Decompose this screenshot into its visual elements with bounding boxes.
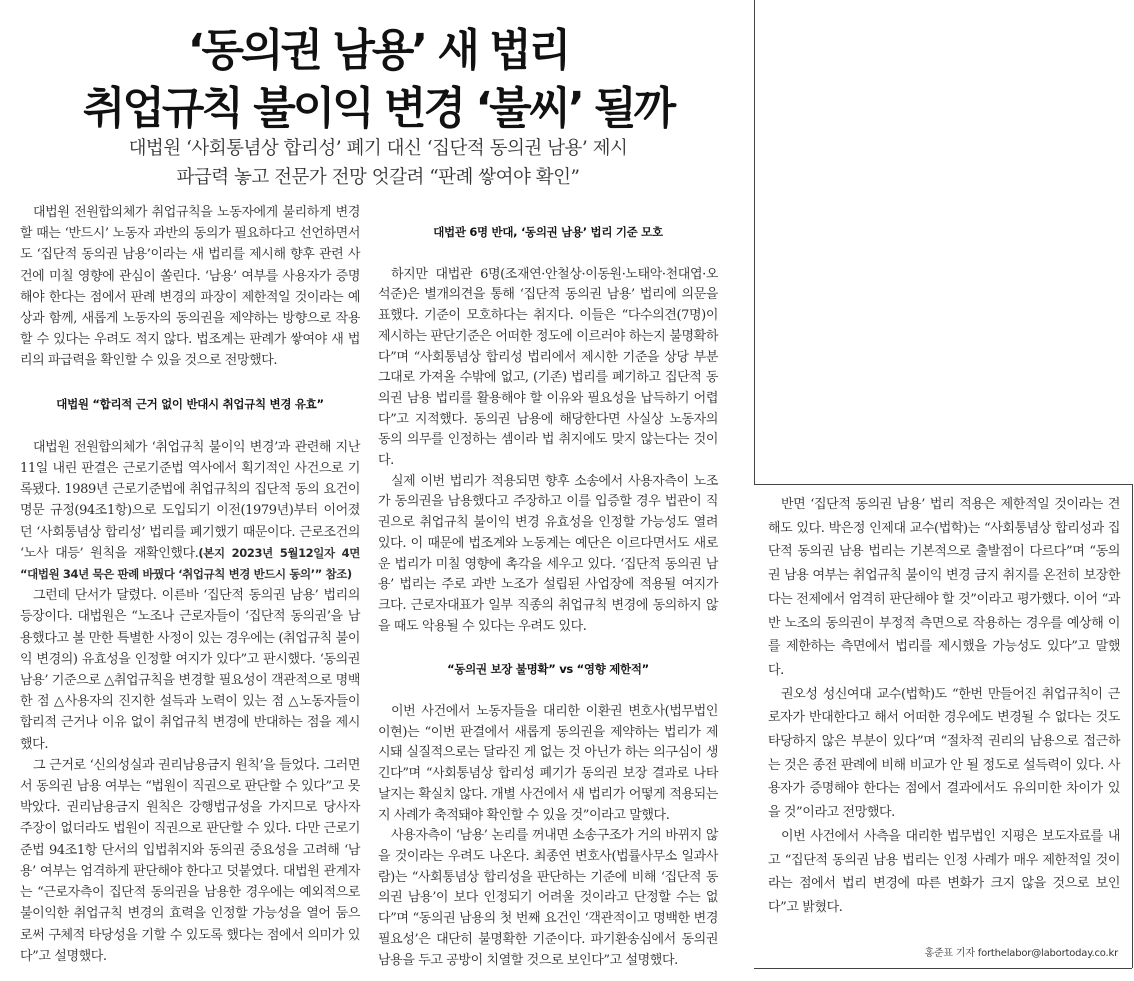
article-column-2 [378, 222, 718, 971]
headline-line-1: ‘동의권 남용’ 새 법리 [187, 25, 569, 76]
section-3-paragraph-3: 반면 ‘집단적 동의권 남용’ 법리 적용은 제한적일 것이라는 견해도 있다. 박은정 인제대 교수(법학)는 “사회통념상 합리성과 집단적 동의권 남용 법리는 기본적으로 출발점이 다르다”며 “동의권 남용 여부는 취업규칙 불이익 변경 금지 취지를 온전히 보장한다는 전제에서 엄격히 판단해야 할 것”이라고 평가했다. 이어 “과반 노조의 동의권이 부정적 측면으로 작용하는 경우를 예상해 이를 제한하는 측면에서 법리를 제시했을 가능성도 있다”고 말했다. [768, 497, 1120, 678]
lead-paragraph: 대법원 전원합의체가 취업규칙을 노동자에게 불리하게 변경할 때는 ‘반드시’ 노동자 과반의 동의가 필요하다고 선언하면서도 ‘집단적 동의권 남용’이라는 새 법리를 제시해 향후 관련 사건에 미칠 영향에 관심이 쏠린다. ‘남용’ 여부를 사용자가 증명해야 한다는 점에서 판례 변경의 파장이 제한적일 것이라는 예상과 함께, 새롭게 노동자의 동의권을 제약하는 방향으로 작용할 수 있다는 우려도 적지 않다. 법조계는 판례가 쌓여야 새 법리의 파급력을 확인할 수 있을 것으로 전망했다. [20, 205, 360, 369]
subheadline-line-1: 대법원 ‘사회통념상 합리성’ 폐기 대신 ‘집단적 동의권 남용’ 제시 [128, 138, 628, 159]
headline-line-2: 취업규칙 불이익 변경 ‘불씨’ 될까 [82, 83, 674, 134]
section-2-paragraph-1: 하지만 대법관 6명(조재연·안철상·이동원·노태악·천대엽·오석준)은 별개의견을 통해 ‘집단적 동의권 남용’ 법리에 의문을 표했다. 기준이 모호하다는 취지다. 이들은 “다수의견(7명)이 제시하는 판단기준은 어떠한 정도에 이르러야 하는지 불명확하다”며 “사회통념상 합리성 법리에서 제시한 기준을 상당 부분 그대로 가져올 수밖에 없고, (기존) 법리를 폐기하고 집단적 동의권 남용 법리를 활용해야 할 이유와 필요성을 납득하기 어렵다”고 지적했다. 동의권 남용에 해당한다면 사실상 노동자의 동의 의무를 인정하는 셈이라 법 취지에도 맞지 않는다는 것이다. [378, 266, 718, 469]
article-column-1 [20, 202, 360, 967]
section-1-paragraph-1: 대법원 전원합의체가 ‘취업규칙 불이익 변경’과 관련해 지난 11일 내린 판결은 근로기준법 역사에서 획기적인 사건으로 기록됐다. 1989년 근로기준법에 취업규칙의 집단적 동의 요건이 명문 규정(94조1항)으로 도입되기 이전(1979년)부터 이어졌던 ‘사회통념상 합리성’ 법리를 폐기했기 때문이다. 근로조건의 ‘노사 대등’ 원칙을 재확인했다.(본지 2023년 5월12일자 4면 “대법원 34년 묵은 판례 바꿨다 ‘취업규칙 변경 반드시 동의’” 참조) [20, 439, 360, 582]
section-2-paragraph-2: 실제 이번 법리가 적용되면 향후 소송에서 사용자측이 노조가 동의권을 남용했다고 주장하고 이를 입증할 경우 법관이 직권으로 취업규칙 불이익 변경 유효성을 인정할 가능성도 열려 있다. 이 때문에 법조계와 노동계는 예단은 이르다면서도 새로운 법리가 미칠 영향에 촉각을 세우고 있다. ‘집단적 동의권 남용’ 법리는 주로 과반 노조가 설립된 사업장에 적용될 여지가 크다. 근로자대표가 일부 직종의 취업규칙 변경에 동의하지 않을 때도 악용될 수 있다는 우려도 있다. [378, 473, 718, 634]
cross-reference: (본지 2023년 5월12일자 4면 “대법원 34년 묵은 판례 바꿨다 ‘취업규칙 변경 반드시 동의’” 참조) [20, 545, 360, 582]
section-1-paragraph-3: 그 근거로 ‘신의성실과 권리남용금지 원칙’을 들었다. 그러면서 동의권 남용 여부는 “법원이 직권으로 판단할 수 있다”고 못 박았다. 권리남용금지 원칙은 강행법규성을 가지므로 당사자 주장이 없더라도 법원이 직권으로 판단할 수 있다. 다만 근로기준법 94조1항 단서의 입법취지와 동의권 중요성을 고려해 ‘남용’ 여부는 엄격하게 판단해야 한다고 덧붙였다. 대법원 관계자는 “근로자측이 집단적 동의권을 남용한 경우에는 예외적으로 불이익한 취업규칙 변경의 효력을 인정할 가능성을 열어 둠으로써 구체적 타당성을 기할 수 있도록 했다는 점에서 의미가 있다”고 설명했다. [20, 757, 360, 964]
subheadline-line-2: 파급력 놓고 전문가 전망 엇갈려 “판례 쌓여야 확인” [176, 167, 580, 188]
section-3-title: “동의권 보장 불명확” vs “영향 제한적” [447, 662, 649, 677]
article-column-3 [768, 493, 1120, 920]
section-2-title: 대법관 6명 반대, ‘동의권 남용’ 법리 기준 모호 [433, 225, 663, 239]
section-1-title: 대법원 “합리적 근거 없이 반대시 취업규칙 변경 유효” [56, 396, 324, 411]
section-3-paragraph-2: 사용자측이 ‘남용’ 논리를 꺼내면 소송구조가 거의 바뀌지 않을 것이라는 우려도 나온다. 최종연 변호사(법률사무소 일과사람)는 “사회통념상 합리성을 판단하는 기준에 비해 ‘집단적 동의권 남용’이 보다 인정되기 어려울 것이라고 단정할 수는 없다”며 “동의권 남용의 첫 번째 요건인 ‘객관적이고 명백한 변경 필요성’은 대단히 불명확한 기준이다. 파기환송심에서 동의권 남용을 두고 공방이 치열할 것으로 보인다”고 설명했다. [378, 828, 718, 968]
frame-divider-bottom [754, 968, 1132, 969]
frame-divider-horizontal [754, 484, 1132, 485]
section-3-paragraph-5: 이번 사건에서 사측을 대리한 법무법인 지평은 보도자료를 내고 “집단적 동의권 남용 법리는 인정 사례가 매우 제한적일 것이라는 점에서 법리 변경에 따른 변화가 크지 않을 것으로 보인다”고 밝혔다. [768, 828, 1120, 915]
byline: 홍준표 기자 forthelabor@labortoday.co.kr [924, 948, 1118, 959]
frame-divider-right [1132, 484, 1133, 968]
section-3-paragraph-4: 권오성 성신여대 교수(법학)도 “한번 만들어진 취업규칙이 근로자가 반대한다고 해서 어떠한 경우에도 변경될 수 없다는 것도 타당하지 않은 부분이 있다”며 “절차적 권리의 남용으로 접근하는 것은 종전 판례에 비해 비교가 안 될 정도로 설득력이 있다. 사용자가 증명해야 한다는 점에서 결과에서도 유의미한 차이가 있을 것”이라고 전망했다. [768, 686, 1120, 821]
section-3-paragraph-1: 이번 사건에서 노동자들을 대리한 이환권 변호사(법무법인 이현)는 “이번 판결에서 새롭게 동의권을 제약하는 법리가 제시돼 실질적으로는 달라진 게 없는 것 아닌가 하는 의구심이 생긴다”며 “사회통념상 합리성 폐기가 동의권 보장 결과로 나타날지는 확실치 않다. 개별 사건에서 새 법리가 어떻게 적용되는지 사례가 축적돼야 확인할 수 있을 것”이라고 말했다. [378, 704, 718, 823]
section-1-paragraph-2: 그런데 단서가 달렸다. 이른바 ‘집단적 동의권 남용’ 법리의 등장이다. 대법원은 “노조나 근로자들이 ‘집단적 동의권’을 남용했다고 볼 만한 특별한 사정이 있는 경우에는 (취업규칙 불이익 변경의) 유효성을 인정할 여지가 있다”고 판시했다. ‘동의권 남용’ 기준으로 △취업규칙을 변경할 필요성이 객관적으로 명백한 점 △사용자의 진지한 설득과 노력이 있는 점 △노동자들이 합리적 근거나 이유 없이 취업규칙 변경에 반대하는 점을 제시했다. [20, 588, 360, 752]
frame-divider-vertical [754, 0, 755, 484]
